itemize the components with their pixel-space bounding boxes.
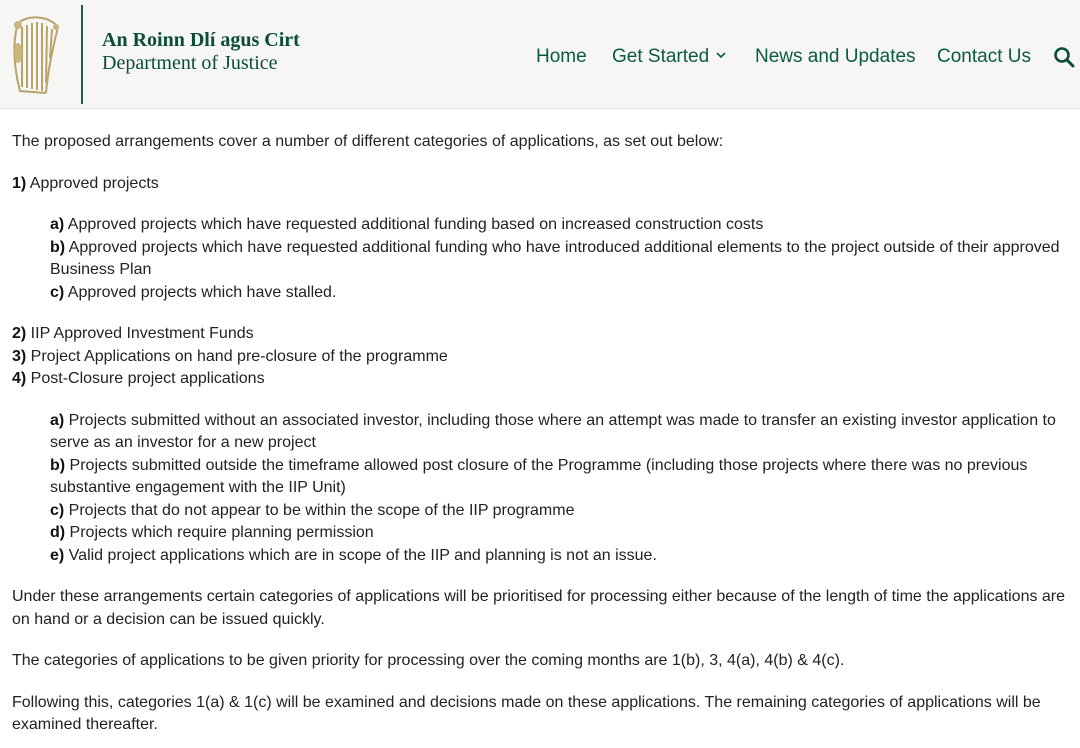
- paragraph-priority-categories: The categories of applications to be given priority for processing over the coming months are 1(b), 3, 4(a), 4(b) & 4(c).: [12, 652, 845, 669]
- category-2: [12, 323, 1072, 346]
- nav-news-and-updates[interactable]: News and Updates: [755, 46, 916, 67]
- item-text: Approved projects which have stalled.: [64, 283, 337, 301]
- item-letter: a): [50, 411, 65, 429]
- chevron-down-icon: [715, 49, 727, 61]
- item-letter: c): [50, 501, 65, 519]
- brand-irish-name: An Roinn Dlí agus Cirt: [102, 29, 300, 51]
- category-number: 3): [12, 347, 27, 365]
- list-item: [50, 455, 1072, 500]
- nav-get-started-label: Get Started: [612, 46, 710, 67]
- category-text: Project Applications on hand pre-closure of the programme: [26, 347, 448, 365]
- item-text: Projects that do not appear to be within the scope of the IIP programme: [64, 501, 575, 519]
- item-letter: d): [50, 524, 66, 541]
- item-text: Approved projects which have requested additional funding based on increased construction costs: [64, 216, 764, 233]
- item-letter: e): [50, 546, 65, 564]
- list-item: [50, 410, 1072, 455]
- category-number: 4): [12, 370, 27, 387]
- category-1-sublist: [12, 214, 1072, 304]
- intro-paragraph: The proposed arrangements cover a number of different categories of applications, as set out below:: [12, 133, 724, 150]
- search-icon[interactable]: [1053, 46, 1075, 68]
- category-text: IIP Approved Investment Funds: [26, 325, 254, 342]
- nav-contact-us[interactable]: Contact Us: [937, 46, 1031, 67]
- item-letter: c): [50, 283, 65, 301]
- item-letter: b): [50, 238, 66, 256]
- item-text: Projects submitted without an associated investor, including those where an attempt was made to transfer an existing investor application to serve as an investor for a new project: [50, 411, 1056, 451]
- category-1: [12, 173, 1072, 196]
- logo-divider: [81, 5, 83, 104]
- category-number: 2): [12, 325, 27, 342]
- item-letter: a): [50, 216, 65, 233]
- brand-logo-text[interactable]: [102, 29, 300, 75]
- item-text: Valid project applications which are in scope of the IIP and planning is not an issue.: [64, 546, 657, 564]
- main-content: [12, 131, 1072, 737]
- category-text: Approved projects: [26, 174, 159, 192]
- list-item: [50, 522, 1072, 545]
- list-item: [50, 237, 1072, 282]
- site-header: [0, 0, 1080, 109]
- item-letter: b): [50, 456, 66, 474]
- nav-get-started[interactable]: [612, 44, 727, 70]
- category-3: [12, 346, 1072, 369]
- list-item: [50, 545, 1072, 568]
- category-number: 1): [12, 174, 27, 192]
- item-text: Projects which require planning permission: [65, 524, 374, 541]
- nav-home[interactable]: Home: [536, 46, 587, 67]
- paragraph-following: Following this, categories 1(a) & 1(c) will be examined and decisions made on these applications. The remaining categories of applications will be examined thereafter.: [12, 693, 1041, 733]
- category-4-sublist: [12, 410, 1072, 568]
- list-item: [50, 500, 1072, 523]
- list-item: [50, 282, 1072, 305]
- paragraph-prioritisation: Under these arrangements certain categories of applications will be prioritised for processing either because of the length of time the applications are on hand or a decision can be issued quickly.: [12, 588, 1066, 628]
- harp-icon[interactable]: [8, 13, 64, 97]
- item-text: Approved projects which have requested additional funding who have introduced additional elements to the project outside of their approved Business Plan: [50, 238, 1060, 278]
- category-4: [12, 368, 1072, 391]
- item-text: Projects submitted outside the timeframe allowed post closure of the Programme (including those projects where there was no previous substantive engagement with the IIP Unit): [50, 456, 1028, 496]
- category-text: Post-Closure project applications: [26, 370, 265, 387]
- list-item: [50, 214, 1072, 237]
- brand-english-name: Department of Justice: [102, 52, 278, 74]
